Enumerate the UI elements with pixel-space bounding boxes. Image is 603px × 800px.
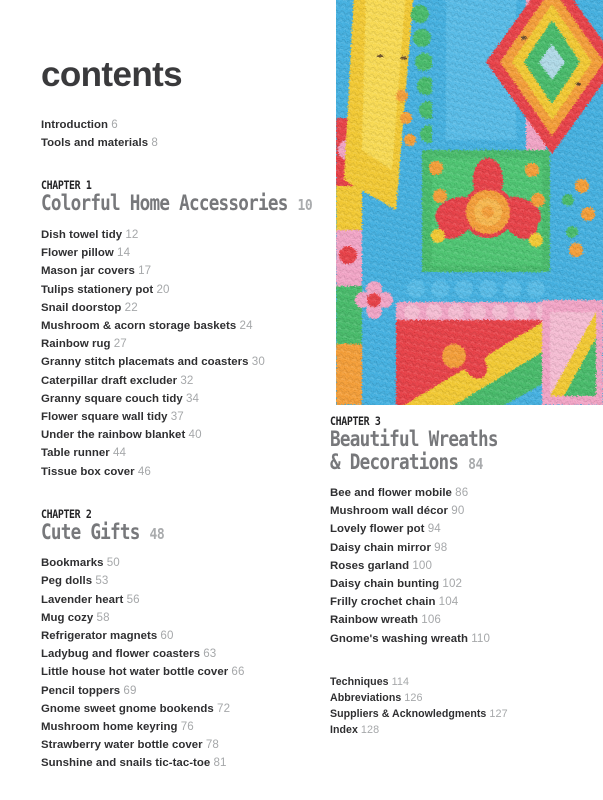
entry-page-number: 76 (180, 720, 194, 734)
crochet-blanket-photo (336, 0, 603, 405)
entry-title: Granny stitch placemats and coasters (41, 356, 249, 369)
list-item[interactable] (330, 539, 595, 557)
entry-title: Sunshine and snails tic-tac-toe (41, 757, 211, 770)
entry-page-number: 6 (111, 118, 118, 131)
entry-page-number: 100 (412, 558, 433, 572)
list-item[interactable] (41, 444, 321, 462)
entry-title: Peg dolls (41, 575, 93, 588)
entry-title: Abbreviations (330, 692, 402, 705)
entry-title: Rainbow rug (41, 338, 111, 351)
entry-page-number: 104 (438, 595, 459, 609)
list-item[interactable] (41, 700, 321, 718)
list-item[interactable] (330, 520, 595, 538)
entry-title: Tools and materials (41, 137, 149, 150)
entry-title: Frilly crochet chain (330, 596, 436, 609)
chapter-2-kicker: CHAPTER 2 (41, 506, 92, 521)
list-item[interactable] (330, 611, 595, 629)
list-item[interactable] (330, 674, 595, 690)
entry-page-number: 50 (106, 556, 120, 570)
chapter-3-list (330, 484, 595, 648)
entry-page-number: 17 (138, 264, 152, 278)
list-item[interactable] (41, 116, 321, 134)
entry-page-number: 114 (391, 675, 410, 688)
entry-title: Snail doorstop (41, 301, 122, 314)
list-item[interactable] (330, 593, 595, 611)
chapter-2-heading (41, 521, 276, 546)
entry-title: Granny square couch tidy (41, 392, 183, 405)
entry-title: Tissue box cover (41, 465, 135, 478)
entry-page-number: 22 (124, 300, 138, 314)
entry-title: Introduction (41, 119, 109, 131)
entry-page-number: 14 (117, 246, 131, 260)
entry-title: Flower pillow (41, 247, 114, 260)
list-item[interactable] (41, 572, 321, 590)
entry-title: Refrigerator magnets (41, 630, 158, 643)
left-column (41, 0, 321, 773)
entry-page-number: 34 (185, 391, 200, 405)
entry-title: Bee and flower mobile (330, 487, 452, 499)
list-item[interactable] (41, 317, 321, 335)
entry-page-number: 106 (421, 613, 441, 627)
entry-page-number: 81 (213, 756, 227, 770)
entry-title: Lavender heart (41, 593, 124, 606)
chapter-3-heading-line-2 (330, 451, 553, 476)
chapter-3-page-number: 84 (468, 454, 483, 473)
list-item[interactable] (330, 706, 595, 722)
list-item[interactable] (41, 754, 321, 772)
entry-title: Daisy chain bunting (330, 578, 440, 591)
list-item[interactable] (41, 408, 321, 426)
entry-page-number: 78 (205, 738, 219, 752)
entry-page-number: 126 (404, 692, 423, 705)
list-item[interactable] (41, 262, 321, 280)
list-item[interactable] (41, 682, 321, 700)
chapter-3-heading-line-1 (330, 428, 553, 451)
entry-title: Under the rainbow blanket (41, 429, 186, 442)
list-item[interactable] (330, 575, 595, 593)
entry-title: Rainbow wreath (330, 614, 419, 627)
list-item[interactable] (41, 244, 321, 262)
list-item[interactable] (41, 353, 321, 371)
entry-title: Techniques (330, 675, 389, 688)
list-item[interactable] (41, 281, 321, 299)
chapter-2-page-number: 48 (149, 524, 165, 543)
list-item[interactable] (41, 627, 321, 645)
list-item[interactable] (41, 718, 321, 736)
entry-page-number: 27 (113, 337, 127, 351)
list-item[interactable] (330, 484, 595, 502)
entry-title: Table runner (41, 447, 110, 460)
entry-title: Tulips stationery pot (41, 283, 154, 296)
list-item[interactable] (330, 690, 595, 706)
entry-title: Roses garland (330, 559, 410, 572)
entry-page-number: 24 (239, 318, 253, 332)
list-item[interactable] (41, 645, 321, 663)
entry-page-number: 110 (471, 631, 491, 645)
entry-page-number: 94 (427, 522, 441, 536)
chapter-1-kicker: CHAPTER 1 (41, 178, 92, 193)
right-column (330, 415, 595, 739)
entry-title: Strawberry water bottle cover (41, 739, 203, 752)
entry-page-number: 90 (451, 504, 465, 518)
list-item[interactable] (41, 554, 321, 572)
entry-page-number: 44 (112, 446, 127, 460)
entry-page-number: 66 (231, 665, 245, 679)
entry-page-number: 60 (160, 629, 174, 643)
entry-title: Mushroom wall décor (330, 505, 449, 518)
list-item[interactable] (41, 591, 321, 609)
entry-page-number: 46 (137, 464, 151, 478)
list-item[interactable] (41, 134, 321, 152)
list-item[interactable] (330, 557, 595, 575)
entry-page-number: 53 (95, 574, 109, 588)
chapter-2-list (41, 554, 321, 772)
chapter-2-section (41, 508, 321, 773)
list-item[interactable] (330, 722, 595, 738)
list-item[interactable] (330, 630, 595, 648)
entry-title: Flower square wall tidy (41, 410, 168, 423)
chapter-1-section (41, 179, 321, 480)
entry-title: Little house hot water bottle cover (41, 666, 229, 679)
list-item[interactable] (41, 736, 321, 754)
entry-page-number: 86 (455, 486, 469, 499)
list-item[interactable] (41, 609, 321, 627)
entry-page-number: 102 (442, 577, 463, 591)
chapter-1-heading (41, 191, 313, 217)
entry-page-number: 40 (188, 428, 202, 442)
list-item[interactable] (41, 226, 321, 244)
entry-page-number: 32 (180, 373, 194, 387)
entry-page-number: 98 (434, 540, 448, 554)
entry-title: Lovely flower pot (330, 523, 425, 536)
list-item[interactable] (41, 426, 321, 444)
back-matter-list (330, 674, 595, 739)
entry-page-number: 8 (151, 136, 158, 150)
chapter-1-page-number: 10 (297, 196, 313, 215)
entry-title: Index (330, 724, 358, 737)
list-item[interactable] (41, 335, 321, 353)
chapter-3-section (330, 415, 595, 648)
chapter-3-title-line-1: Beautiful Wreaths (330, 427, 498, 451)
entry-title: Bookmarks (41, 557, 104, 570)
chapter-3-title-line-2: & Decorations (330, 449, 459, 474)
entry-page-number: 69 (123, 683, 137, 697)
list-item[interactable] (330, 502, 595, 520)
front-matter-list (41, 116, 321, 152)
entry-title: Mason jar covers (41, 265, 135, 278)
entry-page-number: 56 (126, 592, 140, 606)
entry-page-number: 58 (96, 610, 110, 624)
entry-page-number: 128 (360, 724, 380, 737)
entry-page-number: 20 (156, 282, 170, 296)
list-item[interactable] (41, 463, 321, 481)
chapter-3-kicker: CHAPTER 3 (330, 414, 381, 428)
entry-title: Caterpillar draft excluder (41, 374, 178, 387)
page-title: contents (41, 55, 183, 94)
list-item[interactable] (41, 299, 321, 317)
entry-page-number: 72 (217, 701, 231, 715)
entry-title: Pencil toppers (41, 684, 121, 697)
entry-title: Mushroom home keyring (41, 721, 178, 734)
chapter-1-title: Colorful Home Accessories (41, 191, 288, 216)
entry-title: Dish towel tidy (41, 228, 123, 241)
entry-page-number: 12 (125, 227, 139, 241)
list-item[interactable] (41, 390, 321, 408)
chapter-2-title: Cute Gifts (41, 519, 140, 544)
entry-title: Suppliers & Acknowledgments (330, 708, 487, 721)
entry-page-number: 30 (251, 355, 265, 369)
list-item[interactable] (41, 372, 321, 390)
crochet-blanket-illustration (336, 0, 603, 405)
entry-page-number: 37 (170, 409, 184, 423)
entry-title: Mug cozy (41, 611, 94, 624)
entry-title: Ladybug and flower coasters (41, 648, 200, 661)
entry-page-number: 63 (203, 647, 217, 661)
entry-title: Gnome's washing wreath (330, 632, 468, 645)
entry-title: Mushroom & acorn storage baskets (41, 319, 237, 332)
entry-title: Daisy chain mirror (330, 541, 431, 554)
entry-title: Gnome sweet gnome bookends (41, 702, 214, 715)
entry-page-number: 127 (489, 708, 508, 721)
list-item[interactable] (41, 663, 321, 681)
chapter-1-list (41, 226, 321, 481)
